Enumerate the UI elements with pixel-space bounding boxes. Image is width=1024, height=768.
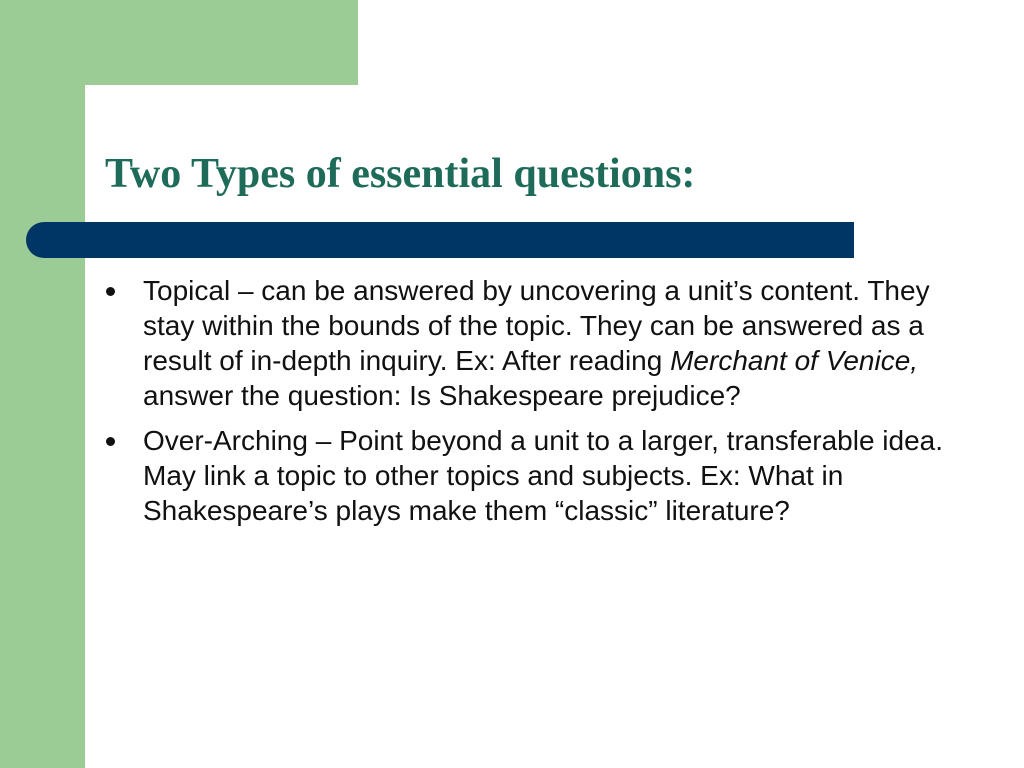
bullet-text xyxy=(143,273,986,413)
bullet-text: Over-Arching – Point beyond a unit to a larger, transferable idea. May link a topic to other topics and subjects. Ex: What in Shakespeare’s plays make them “classic” literature? xyxy=(143,425,944,526)
green-top-decoration xyxy=(0,0,358,85)
bullet-dot-icon xyxy=(106,287,115,296)
book-title-italic: Merchant of Venice, xyxy=(670,345,919,376)
bullet-text-part: answer the question: Is Shakespeare prejudice? xyxy=(143,380,741,411)
title-underline-bar xyxy=(26,222,854,258)
bullet-text-part: Topical – can be answered by uncovering a unit’s content. They stay within the bounds of the topic. They can be answered as a result of in-depth inquiry. Ex: After reading xyxy=(143,275,930,376)
green-sidebar-decoration xyxy=(0,0,85,768)
bullet-item-over-arching xyxy=(106,423,986,528)
bullet-dot-icon xyxy=(106,437,115,446)
slide-title: Two Types of essential questions: xyxy=(105,151,696,197)
bullet-list xyxy=(106,273,986,538)
bullet-item-topical xyxy=(106,273,986,413)
